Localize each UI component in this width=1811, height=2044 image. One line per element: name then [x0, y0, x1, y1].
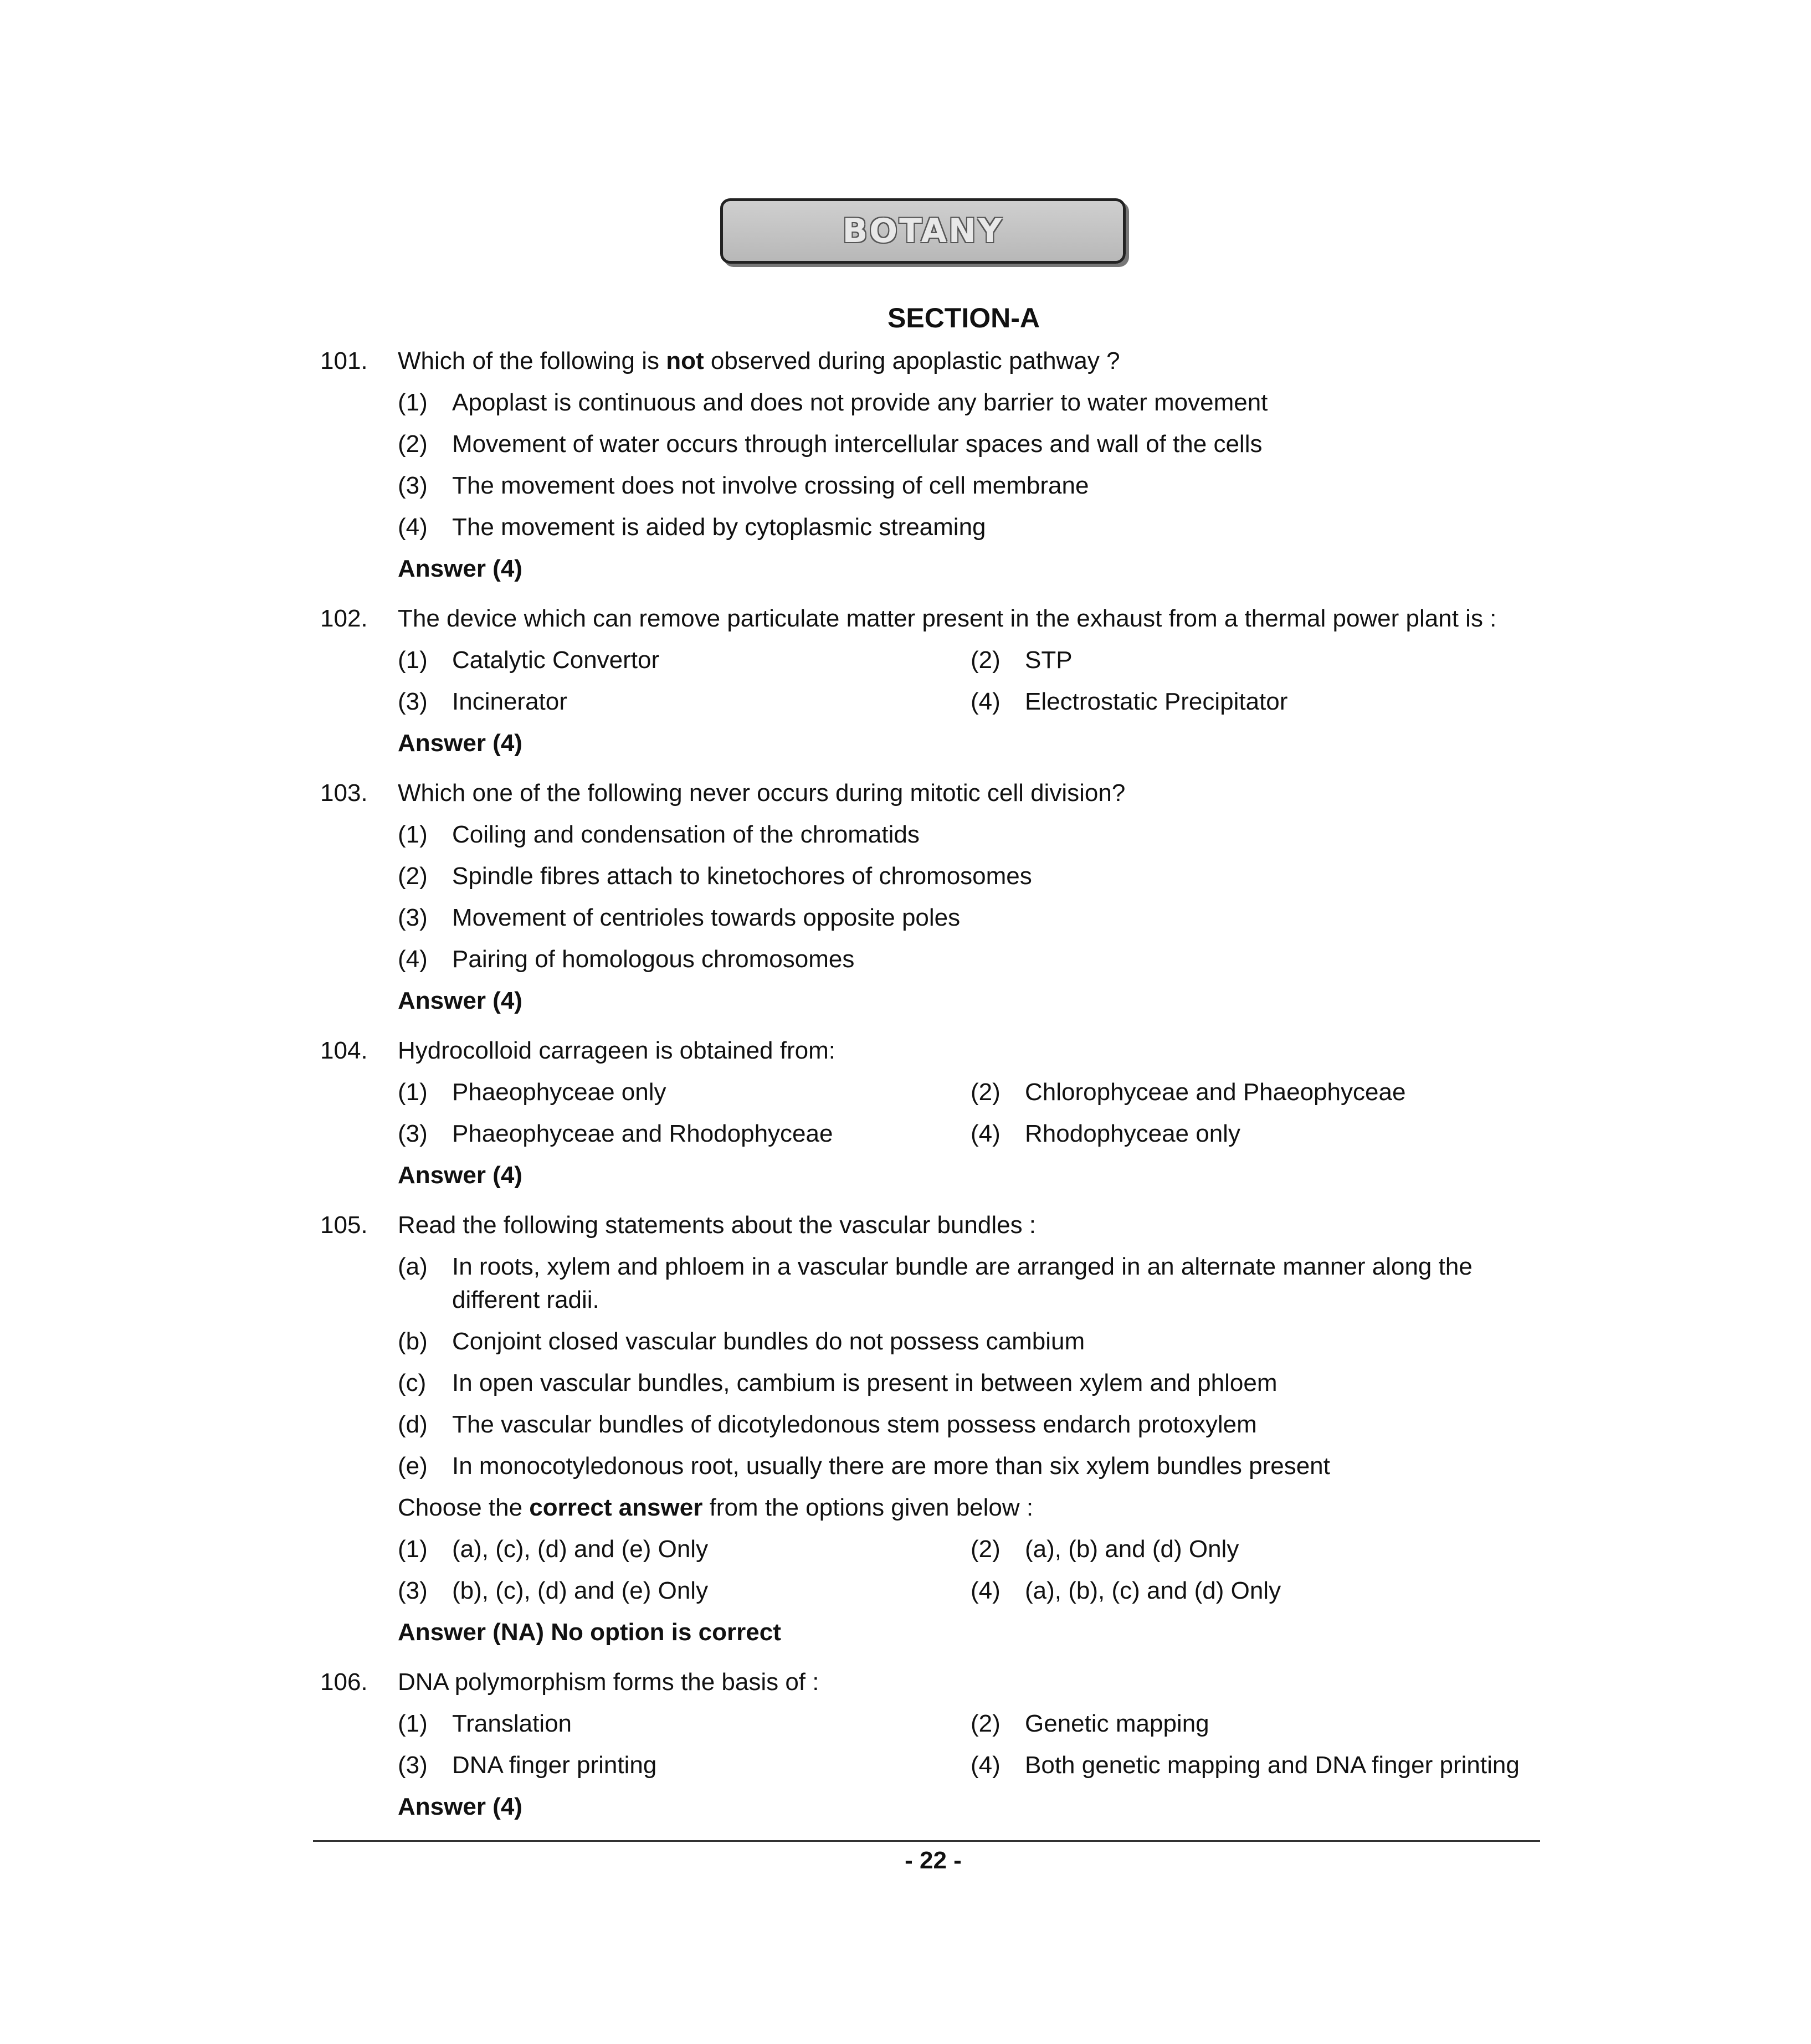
option-label: (2) — [398, 430, 428, 458]
instruction-text-part: Choose the — [398, 1494, 530, 1521]
question-number: 104. — [320, 1037, 368, 1064]
option-label: (1) — [398, 1535, 428, 1563]
option — [398, 469, 1540, 502]
option — [398, 428, 1540, 461]
option — [971, 1076, 1525, 1109]
option-label: (2) — [971, 646, 1001, 674]
question-number: 102. — [320, 605, 368, 632]
options-grid — [398, 1699, 1540, 1782]
option — [398, 1707, 971, 1740]
option — [971, 1533, 1525, 1566]
question-number: 106. — [320, 1668, 368, 1696]
subject-banner — [720, 198, 1126, 264]
option-label: (4) — [398, 946, 428, 973]
statement-text: In roots, xylem and phloem in a vascular bundle are arranged in an alternate manner along the different radii. — [452, 1253, 1473, 1313]
option — [971, 1749, 1525, 1782]
instruction-emphasis: correct answer — [529, 1494, 703, 1521]
option-text: (a), (b), (c) and (d) Only — [1025, 1577, 1281, 1604]
answer: Answer (NA) No option is correct — [398, 1619, 781, 1646]
question-emphasis: not — [666, 347, 704, 374]
option — [971, 1707, 1525, 1740]
statement-label: (a) — [398, 1253, 428, 1280]
statement-text: In monocotyledonous root, usually there are more than six xylem bundles present — [452, 1452, 1330, 1480]
option-text: Movement of water occurs through intercellular spaces and wall of the cells — [452, 430, 1263, 458]
option-text: Pairing of homologous chromosomes — [452, 946, 855, 973]
footer-divider — [313, 1840, 1540, 1842]
option-label: (4) — [971, 1577, 1001, 1604]
option-label: (2) — [971, 1710, 1001, 1737]
question-text — [398, 345, 1540, 378]
option-text: Incinerator — [452, 688, 567, 715]
option-label: (3) — [398, 472, 428, 499]
option — [971, 1117, 1525, 1151]
option — [398, 860, 1540, 893]
option-text: (a), (b) and (d) Only — [1025, 1535, 1239, 1563]
question-number: 105. — [320, 1211, 368, 1239]
option — [398, 901, 1540, 934]
option-text: Movement of centrioles towards opposite poles — [452, 904, 961, 931]
option-text: Phaeophyceae only — [452, 1079, 666, 1106]
answer: Answer (4) — [398, 555, 522, 582]
option-text: Electrostatic Precipitator — [1025, 688, 1288, 715]
statement-label: (d) — [398, 1411, 428, 1438]
option-label: (4) — [971, 688, 1001, 715]
subject-title: BOTANY — [842, 212, 1004, 250]
option-text: Apoplast is continuous and does not provide any barrier to water movement — [452, 389, 1268, 416]
option — [398, 511, 1540, 544]
option-label: (2) — [971, 1079, 1001, 1106]
statement — [398, 1250, 1540, 1317]
option-label: (1) — [398, 389, 428, 416]
statement — [398, 1408, 1540, 1441]
options-grid — [398, 1524, 1540, 1608]
question-text: Which one of the following never occurs during mitotic cell division? — [398, 779, 1126, 807]
option-text: STP — [1025, 646, 1073, 674]
option-text: Genetic mapping — [1025, 1710, 1209, 1737]
answer: Answer (4) — [398, 1162, 522, 1189]
option-label: (2) — [398, 862, 428, 890]
option — [398, 818, 1540, 851]
statement — [398, 1325, 1540, 1358]
option-text: (a), (c), (d) and (e) Only — [452, 1535, 709, 1563]
option-text: (b), (c), (d) and (e) Only — [452, 1577, 709, 1604]
question-103 — [321, 777, 1540, 1018]
statement — [398, 1367, 1540, 1400]
option-text: Spindle fibres attach to kinetochores of chromosomes — [452, 862, 1032, 890]
answer: Answer (4) — [398, 1793, 522, 1820]
option-label: (4) — [971, 1120, 1001, 1147]
question-number: 103. — [320, 779, 368, 807]
option-text: The movement is aided by cytoplasmic streaming — [452, 513, 986, 541]
option-label: (3) — [398, 1120, 428, 1147]
option-label: (1) — [398, 821, 428, 848]
option — [398, 1749, 971, 1782]
question-list — [321, 345, 1540, 1840]
option — [971, 644, 1525, 677]
option-label: (3) — [398, 1752, 428, 1779]
question-105 — [321, 1209, 1540, 1649]
question-101 — [321, 345, 1540, 586]
option-text: Translation — [452, 1710, 572, 1737]
option — [398, 386, 1540, 419]
option-label: (3) — [398, 688, 428, 715]
option-label: (1) — [398, 1710, 428, 1737]
option-text: Catalytic Convertor — [452, 646, 660, 674]
option — [398, 1117, 971, 1151]
option — [398, 1533, 971, 1566]
option — [971, 1574, 1525, 1608]
statement-label: (b) — [398, 1328, 428, 1355]
option-label: (3) — [398, 904, 428, 931]
instruction-text-part: from the options given below : — [702, 1494, 1034, 1521]
choose-instruction — [398, 1491, 1540, 1524]
question-text: DNA polymorphism forms the basis of : — [398, 1668, 819, 1696]
options-list — [398, 818, 1540, 976]
question-text-part: observed during apoplastic pathway ? — [704, 347, 1120, 374]
option-text: Phaeophyceae and Rhodophyceae — [452, 1120, 833, 1147]
option — [398, 1574, 971, 1608]
option-label: (3) — [398, 1577, 428, 1604]
question-106 — [321, 1666, 1540, 1824]
question-text-part: Which of the following is — [398, 347, 666, 374]
statements-list — [398, 1250, 1540, 1483]
option — [398, 943, 1540, 976]
statement-text: The vascular bundles of dicotyledonous stem possess endarch protoxylem — [452, 1411, 1257, 1438]
option-label: (1) — [398, 1079, 428, 1106]
option — [398, 685, 971, 718]
option-text: DNA finger printing — [452, 1752, 657, 1779]
page-number: - 22 - — [905, 1847, 962, 1874]
statement-label: (e) — [398, 1452, 428, 1480]
statement-text: Conjoint closed vascular bundles do not possess cambium — [452, 1328, 1085, 1355]
statement — [398, 1450, 1540, 1483]
option-text: Both genetic mapping and DNA finger printing — [1025, 1752, 1520, 1779]
question-text: Read the following statements about the vascular bundles : — [398, 1211, 1037, 1239]
option-label: (4) — [398, 513, 428, 541]
option-label: (4) — [971, 1752, 1001, 1779]
options-list — [398, 386, 1540, 544]
option — [398, 644, 971, 677]
option-text: The movement does not involve crossing of cell membrane — [452, 472, 1089, 499]
question-number: 101. — [320, 347, 368, 374]
section-title: SECTION-A — [887, 302, 1040, 333]
question-102 — [321, 602, 1540, 760]
question-104 — [321, 1034, 1540, 1192]
option-text: Coiling and condensation of the chromatids — [452, 821, 920, 848]
statement-label: (c) — [398, 1369, 427, 1396]
option-label: (1) — [398, 646, 428, 674]
question-text: Hydrocolloid carrageen is obtained from: — [398, 1037, 835, 1064]
option — [971, 685, 1525, 718]
option-label: (2) — [971, 1535, 1001, 1563]
question-text: The device which can remove particulate matter present in the exhaust from a thermal power plant is : — [398, 605, 1497, 632]
options-grid — [398, 1067, 1540, 1151]
option — [398, 1076, 971, 1109]
answer: Answer (4) — [398, 987, 522, 1014]
option-text: Chlorophyceae and Phaeophyceae — [1025, 1079, 1406, 1106]
answer: Answer (4) — [398, 730, 522, 757]
option-text: Rhodophyceae only — [1025, 1120, 1240, 1147]
options-grid — [398, 635, 1540, 718]
statement-text: In open vascular bundles, cambium is present in between xylem and phloem — [452, 1369, 1278, 1396]
